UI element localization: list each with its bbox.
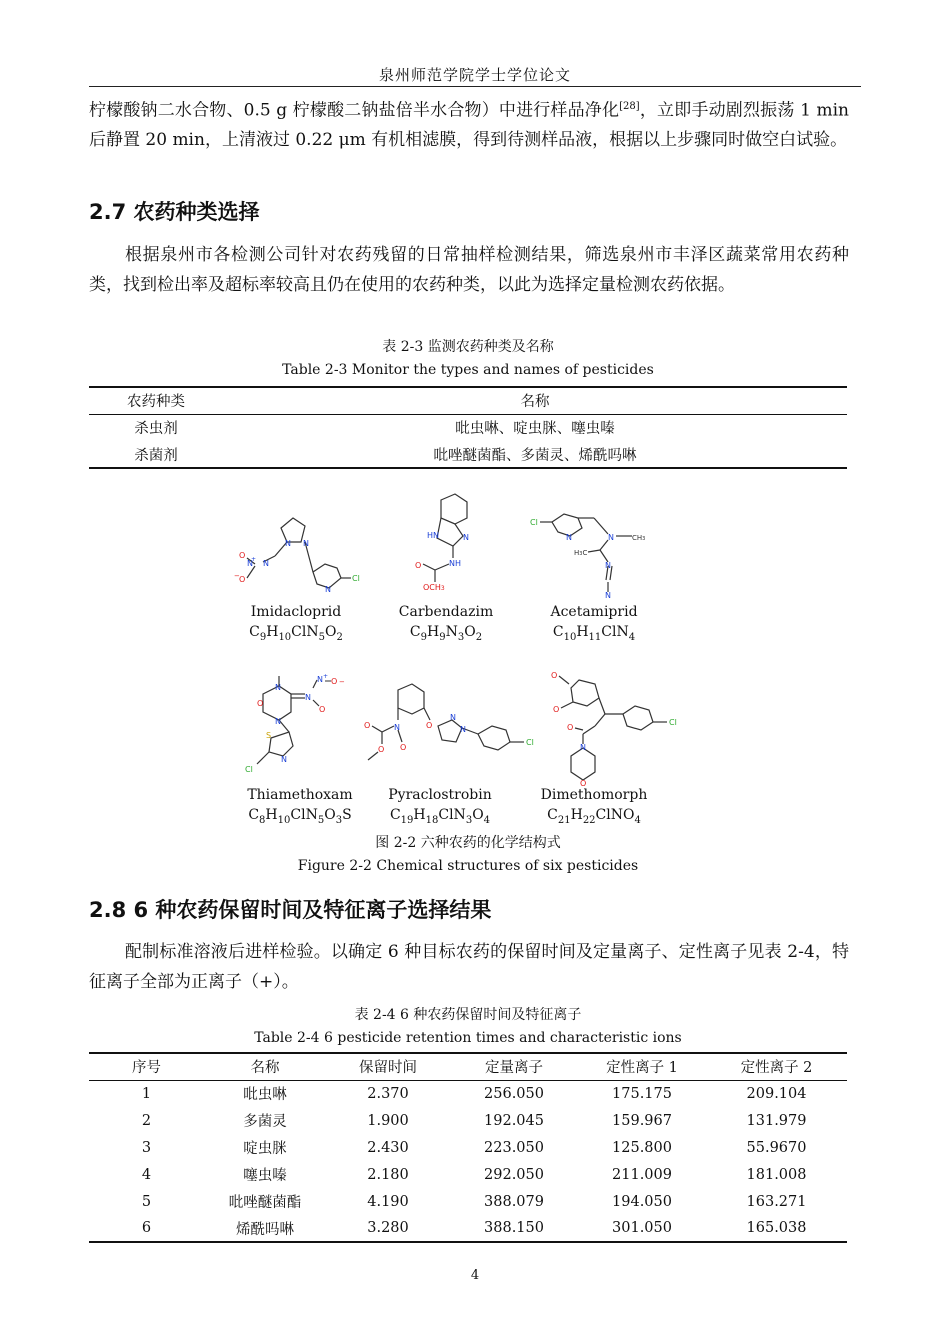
citation-28: [28] <box>619 101 640 112</box>
table-cell: 292.050 <box>484 1166 544 1183</box>
table-2-4-caption-en: Table 2-4 6 pesticide retention times and characteristic ions <box>254 1030 682 1046</box>
atom-n: N <box>303 539 309 548</box>
atom-o: O <box>567 723 574 732</box>
table-2-4-header: 定量离子 <box>450 1053 578 1080</box>
table-cell: 啶虫脒 <box>243 1141 287 1157</box>
table-cell: 125.800 <box>612 1139 672 1156</box>
atom-n: N <box>285 539 291 548</box>
molecule-name: Pyraclostrobin <box>388 787 492 803</box>
table-cell: 256.050 <box>484 1085 544 1102</box>
acetamiprid-structure <box>528 500 678 605</box>
table-cell: 5 <box>141 1193 152 1210</box>
atom-cl: Cl <box>526 738 534 747</box>
table-cell: 吡唑醚菌酯 <box>228 1195 302 1211</box>
atom-n: N <box>325 585 331 594</box>
table-cell: 2.370 <box>367 1085 409 1102</box>
atom-o: O <box>319 705 326 714</box>
atom-n: N <box>275 717 281 726</box>
atom-o: O <box>415 561 422 570</box>
table-2-4-header: 定性离子 2 <box>706 1053 847 1080</box>
atom-cl: Cl <box>669 718 677 727</box>
table-cell: 杀虫剂 <box>134 421 178 438</box>
table-cell: 165.038 <box>706 1215 847 1242</box>
molecule-name: Thiamethoxam <box>247 787 353 803</box>
atom-n: N <box>566 533 572 542</box>
table-2-4 <box>89 1052 847 1243</box>
atom-s: S <box>266 731 272 740</box>
atom-och3: OCH3 <box>423 583 445 592</box>
intro-text-1: 柠檬酸钠二水合物、0.5 g 柠檬酸二钠盐倍半水合物）中进行样品净化 <box>89 100 620 121</box>
atom-cl: Cl <box>352 574 360 583</box>
table-2-3-caption-cn: 表 2-3 监测农药种类及名称 <box>382 339 554 355</box>
atom-o: O <box>257 699 264 708</box>
table-cell: 209.104 <box>746 1085 807 1102</box>
table-cell: 55.9670 <box>746 1139 807 1156</box>
running-header: 泉州师范学院学士学位论文 <box>378 66 571 84</box>
table-row <box>89 1134 847 1161</box>
table-cell: 159.967 <box>612 1112 672 1129</box>
atom-n: N <box>281 755 287 764</box>
table-cell: 2.180 <box>367 1166 409 1183</box>
molecule-formula: $C_9H_9N_3O_2$ <box>409 624 483 643</box>
atom-o: O <box>580 779 587 788</box>
table-cell: 131.979 <box>746 1112 807 1129</box>
table-row <box>89 1188 847 1215</box>
atom-n: N <box>263 559 269 568</box>
table-cell: 163.271 <box>746 1193 807 1210</box>
table-cell: 388.079 <box>484 1193 544 1210</box>
table-2-3 <box>89 386 847 469</box>
thiamethoxam-structure <box>235 672 365 787</box>
atom-n: N <box>450 713 456 722</box>
molecule-name: Acetamiprid <box>550 604 638 620</box>
page-number: 4 <box>470 1268 480 1283</box>
atom-n: N <box>317 675 323 684</box>
table-row <box>89 1215 847 1242</box>
atom-nh: NH <box>449 559 461 568</box>
atom-ch3: CH3 <box>632 534 646 542</box>
atom-charge: − <box>234 572 240 580</box>
table-row <box>89 1107 847 1134</box>
table-cell: 噻虫嗪 <box>243 1168 287 1184</box>
atom-o: O <box>239 575 246 584</box>
atom-n: N <box>463 533 469 542</box>
atom-n: N <box>605 561 611 570</box>
intro-paragraph <box>89 92 849 156</box>
atom-n: N <box>460 725 466 734</box>
table-2-3-header: 名称 <box>223 387 847 414</box>
header-rule <box>89 86 861 87</box>
table-cell: 3 <box>141 1139 152 1156</box>
atom-o: O <box>364 721 371 730</box>
atom-o: O <box>426 721 433 730</box>
molecule-formula: $C_9H_{10}ClN_5O_2$ <box>249 624 343 643</box>
pyraclostrobin-structure <box>358 680 548 785</box>
table-cell: 2.430 <box>367 1139 409 1156</box>
molecule-name: Dimethomorph <box>540 787 648 803</box>
table-cell: 6 <box>89 1215 204 1242</box>
atom-n: N <box>608 533 614 542</box>
table-cell: 175.175 <box>612 1085 672 1102</box>
table-cell: 1.900 <box>367 1112 409 1129</box>
table-cell: 多菌灵 <box>243 1114 287 1130</box>
table-2-4-header: 名称 <box>204 1053 326 1080</box>
atom-n: N <box>394 723 400 732</box>
molecule-formula: $C_{19}H_{18}ClN_3O_4$ <box>389 807 491 826</box>
atom-h3c: H3C <box>574 549 588 557</box>
section-2-7-heading: 2.7 农药种类选择 <box>89 200 260 224</box>
table-cell: 192.045 <box>484 1112 544 1129</box>
atom-cl: Cl <box>530 518 538 527</box>
atom-cl: Cl <box>245 765 253 774</box>
dimethomorph-structure <box>545 672 705 790</box>
table-cell: 烯酰吗啉 <box>204 1215 326 1242</box>
intro-text-2: ，立即手动剧烈振荡 1 min 后静置 20 min，上清液过 0.22 μm 有机相滤膜，得到待测样品液，根据以上步骤同时做空白试验。 <box>89 100 849 151</box>
molecule-name: Carbendazim <box>398 604 494 620</box>
figure-2-2-caption-en: Figure 2-2 Chemical structures of six pesticides <box>297 858 639 874</box>
table-cell: 杀菌剂 <box>89 441 223 468</box>
table-cell: 4 <box>141 1166 152 1183</box>
atom-o: O <box>331 677 338 686</box>
table-2-4-header: 定性离子 1 <box>578 1053 706 1080</box>
atom-charge: − <box>339 678 345 686</box>
atom-o: O <box>400 743 407 752</box>
atom-n: N <box>580 743 586 752</box>
table-cell: 1 <box>141 1085 152 1102</box>
figure-2-2-caption-cn: 图 2-2 六种农药的化学结构式 <box>375 835 561 851</box>
atom-o: O <box>239 551 246 560</box>
atom-charge: + <box>251 556 257 563</box>
atom-charge: + <box>323 673 329 680</box>
table-row <box>89 414 847 441</box>
atom-o: O <box>378 745 385 754</box>
table-row <box>89 1161 847 1188</box>
table-cell: 194.050 <box>612 1193 672 1210</box>
table-2-3-header: 农药种类 <box>89 387 223 414</box>
table-cell: 211.009 <box>612 1166 672 1183</box>
table-cell: 388.150 <box>450 1215 578 1242</box>
atom-n: N <box>305 693 311 702</box>
atom-hn: HN <box>427 531 439 540</box>
imidacloprid-structure <box>225 500 390 605</box>
atom-n: N <box>605 591 611 600</box>
section-2-8-heading: 2.8 6 种农药保留时间及特征离子选择结果 <box>89 898 492 922</box>
atom-n: N <box>275 683 281 692</box>
table-cell: 2 <box>141 1112 152 1129</box>
molecule-formula: $C_8H_{10}ClN_5O_3S$ <box>248 807 352 826</box>
table-cell: 吡唑醚菌酯、多菌灵、烯酰吗啉 <box>223 441 847 468</box>
table-2-4-caption-cn: 表 2-4 6 种农药保留时间及特征离子 <box>354 1007 582 1023</box>
table-2-3-caption-en: Table 2-3 Monitor the types and names of pesticides <box>282 362 654 378</box>
table-cell: 吡虫啉、啶虫脒、噻虫嗪 <box>455 421 615 438</box>
carbendazim-structure <box>405 490 500 605</box>
table-cell: 4.190 <box>367 1193 409 1210</box>
table-cell: 181.008 <box>746 1166 807 1183</box>
section-2-7-paragraph: 根据泉州市各检测公司针对农药残留的日常抽样检测结果，筛选泉州市丰泽区蔬菜常用农药种类，找到检出率及超标率较高且仍在使用的农药种类，以此为选择定量检测农药依据。 <box>89 245 849 295</box>
molecule-name: Imidacloprid <box>250 604 342 620</box>
table-cell: 223.050 <box>484 1139 544 1156</box>
molecule-formula: $C_{10}H_{11}ClN_4$ <box>552 624 636 643</box>
table-cell: 吡虫啉 <box>243 1087 287 1104</box>
table-cell: 301.050 <box>578 1215 706 1242</box>
atom-n: N <box>247 559 253 568</box>
table-row <box>89 441 847 468</box>
atom-o: O <box>553 705 560 714</box>
table-2-4-header: 序号 <box>89 1053 204 1080</box>
atom-o: O <box>551 672 558 680</box>
table-row <box>89 1080 847 1107</box>
table-cell: 3.280 <box>326 1215 450 1242</box>
table-2-4-header: 保留时间 <box>326 1053 450 1080</box>
section-2-8-paragraph: 配制标准溶液后进样检验。以确定 6 种目标农药的保留时间及定量离子、定性离子见表 2-4，特征离子全部为正离子（+）。 <box>89 942 849 992</box>
molecule-formula: $C_{21}H_{22}ClNO_4$ <box>547 807 641 826</box>
